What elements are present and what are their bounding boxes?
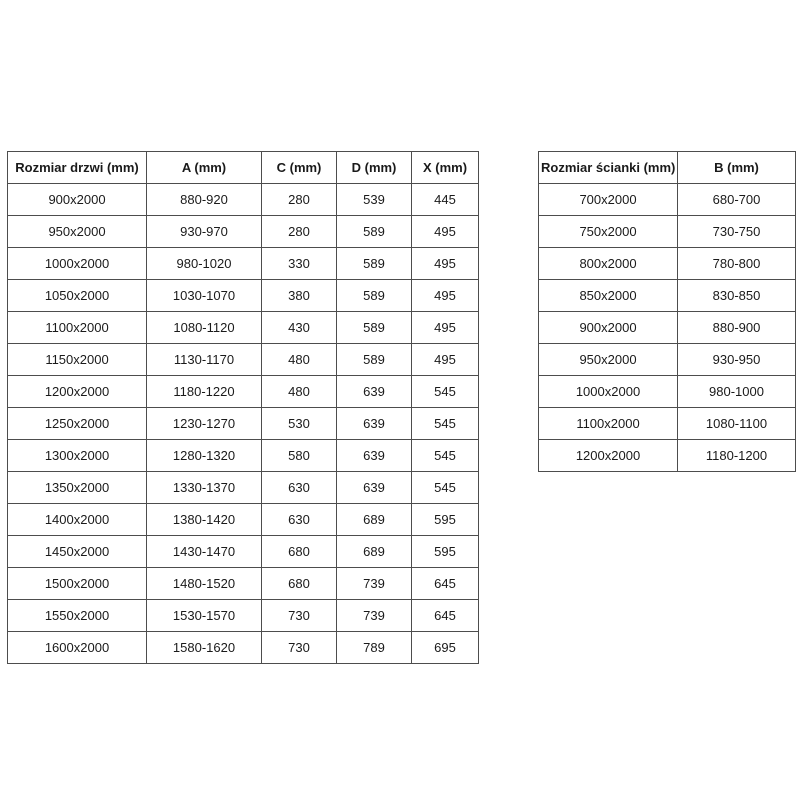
table-cell: 545	[412, 408, 479, 440]
table-cell: 1030-1070	[147, 280, 262, 312]
table-cell: 730	[262, 632, 337, 664]
table-row	[8, 472, 479, 504]
table-cell: 639	[337, 440, 412, 472]
table-cell: 639	[337, 408, 412, 440]
table-cell: 495	[412, 248, 479, 280]
table-cell: 630	[262, 504, 337, 536]
table-row	[8, 248, 479, 280]
table-cell: 1050x2000	[8, 280, 147, 312]
table-cell: 495	[412, 216, 479, 248]
table-cell: 750x2000	[539, 216, 678, 248]
table-cell: 1580-1620	[147, 632, 262, 664]
table-cell: 950x2000	[539, 344, 678, 376]
table-row	[539, 440, 796, 472]
table-row	[8, 184, 479, 216]
table-row	[539, 248, 796, 280]
table-cell: 1550x2000	[8, 600, 147, 632]
table-cell: 700x2000	[539, 184, 678, 216]
table-row	[8, 408, 479, 440]
table-cell: 530	[262, 408, 337, 440]
table-cell: 689	[337, 536, 412, 568]
table-cell: 1200x2000	[539, 440, 678, 472]
table-cell: 330	[262, 248, 337, 280]
table-row	[8, 216, 479, 248]
table-row	[8, 568, 479, 600]
table-cell: 900x2000	[8, 184, 147, 216]
table-cell: 1180-1200	[678, 440, 796, 472]
header-row	[539, 152, 796, 184]
table-cell: 380	[262, 280, 337, 312]
table-cell: 630	[262, 472, 337, 504]
table-cell: 1000x2000	[539, 376, 678, 408]
table-cell: 1380-1420	[147, 504, 262, 536]
table-cell: 645	[412, 600, 479, 632]
table-cell: 930-970	[147, 216, 262, 248]
table-cell: 695	[412, 632, 479, 664]
table-cell: 1500x2000	[8, 568, 147, 600]
table-cell: 739	[337, 600, 412, 632]
table-cell: 545	[412, 376, 479, 408]
table-cell: 495	[412, 312, 479, 344]
table-cell: 580	[262, 440, 337, 472]
table-cell: 900x2000	[539, 312, 678, 344]
table-cell: 545	[412, 472, 479, 504]
header-row	[8, 152, 479, 184]
table-cell: 1100x2000	[8, 312, 147, 344]
column-header: A (mm)	[147, 152, 262, 184]
table-row	[539, 280, 796, 312]
column-header: Rozmiar drzwi (mm)	[8, 152, 147, 184]
table-cell: 680-700	[678, 184, 796, 216]
table-cell: 730-750	[678, 216, 796, 248]
table-cell: 680	[262, 568, 337, 600]
table-cell: 1450x2000	[8, 536, 147, 568]
table-row	[539, 376, 796, 408]
table-cell: 589	[337, 216, 412, 248]
table-row	[8, 376, 479, 408]
table-cell: 480	[262, 376, 337, 408]
table-cell: 1080-1120	[147, 312, 262, 344]
table-cell: 1330-1370	[147, 472, 262, 504]
table-cell: 645	[412, 568, 479, 600]
table-cell: 800x2000	[539, 248, 678, 280]
column-header: D (mm)	[337, 152, 412, 184]
table-cell: 1000x2000	[8, 248, 147, 280]
table-cell: 880-920	[147, 184, 262, 216]
table-cell: 280	[262, 216, 337, 248]
table-cell: 1130-1170	[147, 344, 262, 376]
table-cell: 595	[412, 536, 479, 568]
table-cell: 1200x2000	[8, 376, 147, 408]
table-row	[539, 408, 796, 440]
table-cell: 1100x2000	[539, 408, 678, 440]
table-cell: 1300x2000	[8, 440, 147, 472]
column-header: C (mm)	[262, 152, 337, 184]
table-cell: 689	[337, 504, 412, 536]
table-cell: 1080-1100	[678, 408, 796, 440]
table-row	[8, 504, 479, 536]
table-cell: 1280-1320	[147, 440, 262, 472]
table-row	[8, 536, 479, 568]
table-cell: 595	[412, 504, 479, 536]
table-row	[8, 600, 479, 632]
table-cell: 545	[412, 440, 479, 472]
table-row	[8, 312, 479, 344]
table-row	[539, 184, 796, 216]
column-header: X (mm)	[412, 152, 479, 184]
table-cell: 830-850	[678, 280, 796, 312]
table-row	[8, 632, 479, 664]
table-row	[539, 312, 796, 344]
column-header: B (mm)	[678, 152, 796, 184]
door-size-table	[7, 151, 479, 664]
table-cell: 589	[337, 312, 412, 344]
table-cell: 1480-1520	[147, 568, 262, 600]
column-header: Rozmiar ścianki (mm)	[539, 152, 678, 184]
table-cell: 495	[412, 344, 479, 376]
table-cell: 850x2000	[539, 280, 678, 312]
table-cell: 430	[262, 312, 337, 344]
wall-size-table	[538, 151, 796, 472]
table-cell: 1250x2000	[8, 408, 147, 440]
table-row	[539, 344, 796, 376]
table-cell: 780-800	[678, 248, 796, 280]
table-row	[539, 216, 796, 248]
table-cell: 980-1020	[147, 248, 262, 280]
table-cell: 880-900	[678, 312, 796, 344]
table-cell: 1430-1470	[147, 536, 262, 568]
table-cell: 539	[337, 184, 412, 216]
table-cell: 1530-1570	[147, 600, 262, 632]
table-cell: 589	[337, 248, 412, 280]
table-cell: 589	[337, 344, 412, 376]
table-cell: 480	[262, 344, 337, 376]
table-cell: 739	[337, 568, 412, 600]
table-cell: 930-950	[678, 344, 796, 376]
table-cell: 639	[337, 472, 412, 504]
table-row	[8, 280, 479, 312]
table-cell: 495	[412, 280, 479, 312]
table-cell: 789	[337, 632, 412, 664]
table-cell: 1150x2000	[8, 344, 147, 376]
table-cell: 445	[412, 184, 479, 216]
table-cell: 1600x2000	[8, 632, 147, 664]
table-cell: 1230-1270	[147, 408, 262, 440]
table-cell: 680	[262, 536, 337, 568]
table-cell: 1180-1220	[147, 376, 262, 408]
table-cell: 589	[337, 280, 412, 312]
table-cell: 730	[262, 600, 337, 632]
table-cell: 980-1000	[678, 376, 796, 408]
table-cell: 639	[337, 376, 412, 408]
table-cell: 1400x2000	[8, 504, 147, 536]
table-row	[8, 344, 479, 376]
table-row	[8, 440, 479, 472]
table-cell: 950x2000	[8, 216, 147, 248]
table-cell: 1350x2000	[8, 472, 147, 504]
table-cell: 280	[262, 184, 337, 216]
